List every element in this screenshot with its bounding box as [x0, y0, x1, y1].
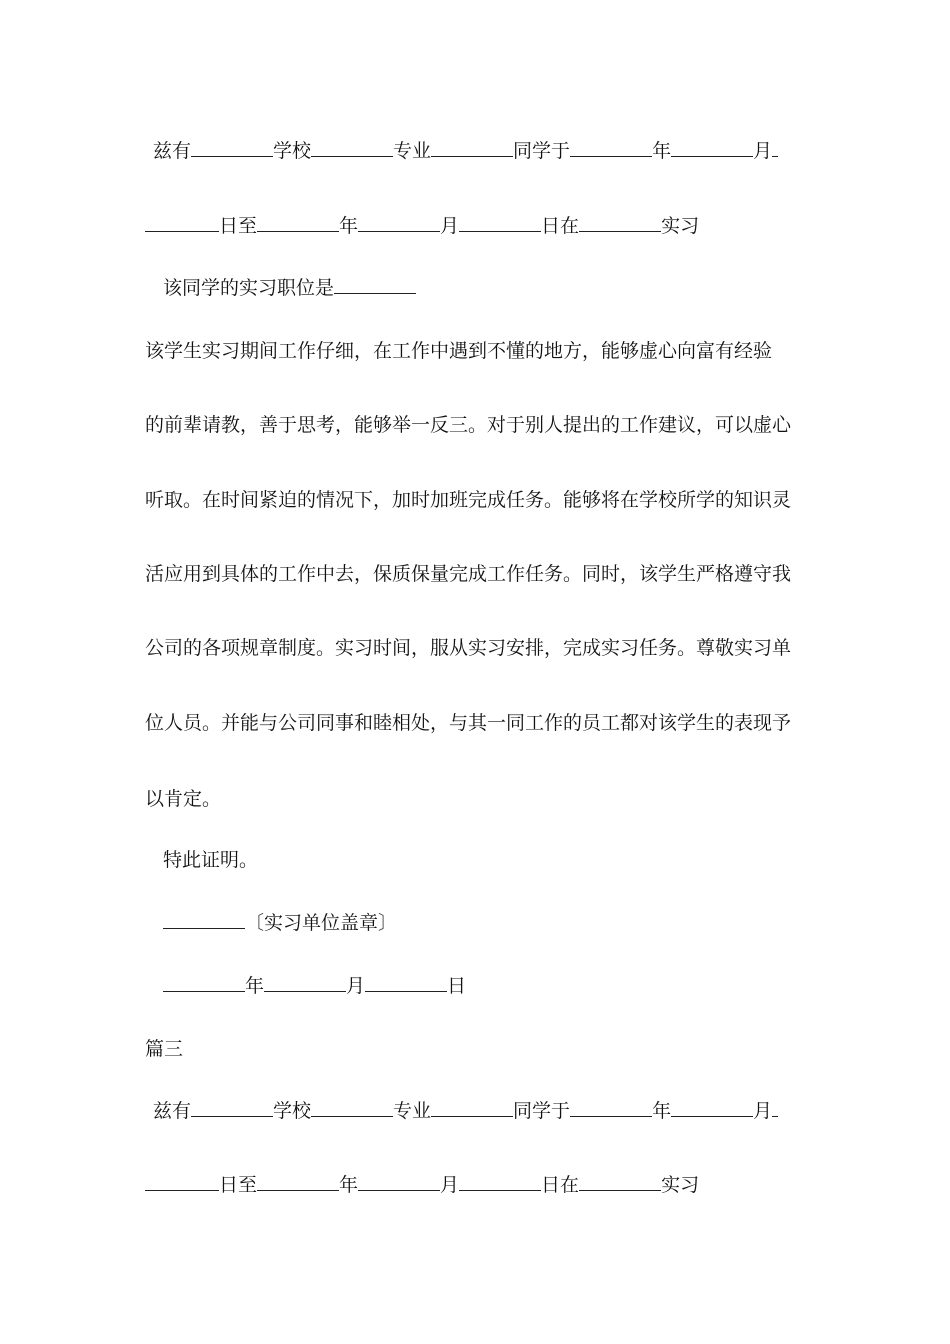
label-school: 学校 — [273, 140, 312, 162]
blank-month[interactable] — [671, 1098, 753, 1117]
blank-school[interactable] — [191, 1098, 273, 1117]
blank-sign-day[interactable] — [365, 973, 447, 992]
blank-year[interactable] — [570, 138, 652, 157]
label-day-at: 日在 — [541, 215, 580, 237]
stamp-label: 〔实习单位盖章〕 — [245, 912, 398, 934]
blank-company[interactable] — [579, 213, 661, 232]
label-day-to: 日至 — [219, 1174, 258, 1196]
blank-school[interactable] — [191, 138, 273, 157]
closing-text: 特此证明。 — [163, 849, 259, 871]
label-day-to: 日至 — [219, 215, 258, 237]
body-line-5: 公司的各项规章制度。实习时间，服从实习安排，完成实习任务。尊敬实习单 — [145, 637, 792, 659]
body-line-3: 听取。在时间紧迫的情况下，加时加班完成任务。能够将在学校所学的知识灵 — [145, 489, 792, 511]
position-label: 该同学的实习职位是 — [163, 277, 335, 299]
blank-major[interactable] — [311, 138, 393, 157]
label-sign-day: 日 — [447, 975, 467, 997]
form-b-line-1 — [153, 1098, 778, 1123]
blank-position[interactable] — [334, 275, 416, 294]
form-line-1 — [153, 138, 778, 163]
stamp-line — [163, 910, 397, 935]
blank-day[interactable] — [145, 1172, 219, 1191]
label-sign-month: 月 — [346, 975, 366, 997]
label-day-at: 日在 — [541, 1174, 580, 1196]
blank-year[interactable] — [570, 1098, 652, 1117]
label-month: 月 — [753, 1100, 773, 1122]
body-line-6: 位人员。并能与公司同事和睦相处，与其一同工作的员工都对该学生的表现予 — [145, 712, 792, 734]
label-intern: 实习 — [661, 1174, 700, 1196]
blank-end-month[interactable] — [358, 213, 440, 232]
label-major: 专业 — [393, 140, 432, 162]
label-end-year: 年 — [339, 1174, 359, 1196]
blank-trail[interactable] — [772, 1098, 778, 1117]
label-month: 月 — [753, 140, 773, 162]
form-line-2 — [145, 213, 699, 238]
blank-end-day[interactable] — [459, 213, 541, 232]
blank-trail[interactable] — [772, 138, 778, 157]
body-line-7: 以肯定。 — [145, 788, 222, 810]
blank-day[interactable] — [145, 213, 219, 232]
blank-student[interactable] — [431, 138, 513, 157]
body-line-4: 活应用到具体的工作中去，保质保量完成工作任务。同时，该学生严格遵守我 — [145, 563, 792, 585]
label-ziyou: 兹有 — [153, 140, 192, 162]
label-school: 学校 — [273, 1100, 312, 1122]
label-ziyou: 兹有 — [153, 1100, 192, 1122]
date-line — [163, 973, 466, 998]
label-end-month: 月 — [440, 215, 460, 237]
blank-end-month[interactable] — [358, 1172, 440, 1191]
blank-stamp[interactable] — [163, 910, 245, 929]
blank-company[interactable] — [579, 1172, 661, 1191]
blank-end-year[interactable] — [257, 213, 339, 232]
label-year: 年 — [652, 140, 672, 162]
label-major: 专业 — [393, 1100, 432, 1122]
blank-month[interactable] — [671, 138, 753, 157]
blank-sign-month[interactable] — [264, 973, 346, 992]
blank-sign-year[interactable] — [163, 973, 245, 992]
label-student-at: 同学于 — [513, 1100, 571, 1122]
label-year: 年 — [652, 1100, 672, 1122]
label-student-at: 同学于 — [513, 140, 571, 162]
blank-student[interactable] — [431, 1098, 513, 1117]
form-b-line-2 — [145, 1172, 699, 1197]
section-heading: 篇三 — [145, 1038, 184, 1060]
body-line-1: 该学生实习期间工作仔细，在工作中遇到不懂的地方，能够虚心向富有经验 — [145, 340, 773, 362]
label-end-year: 年 — [339, 215, 359, 237]
blank-end-day[interactable] — [459, 1172, 541, 1191]
label-sign-year: 年 — [245, 975, 265, 997]
label-intern: 实习 — [661, 215, 700, 237]
blank-end-year[interactable] — [257, 1172, 339, 1191]
blank-major[interactable] — [311, 1098, 393, 1117]
label-end-month: 月 — [440, 1174, 460, 1196]
body-line-2: 的前辈请教，善于思考，能够举一反三。对于别人提出的工作建议，可以虚心 — [145, 414, 792, 436]
position-line — [163, 275, 416, 300]
